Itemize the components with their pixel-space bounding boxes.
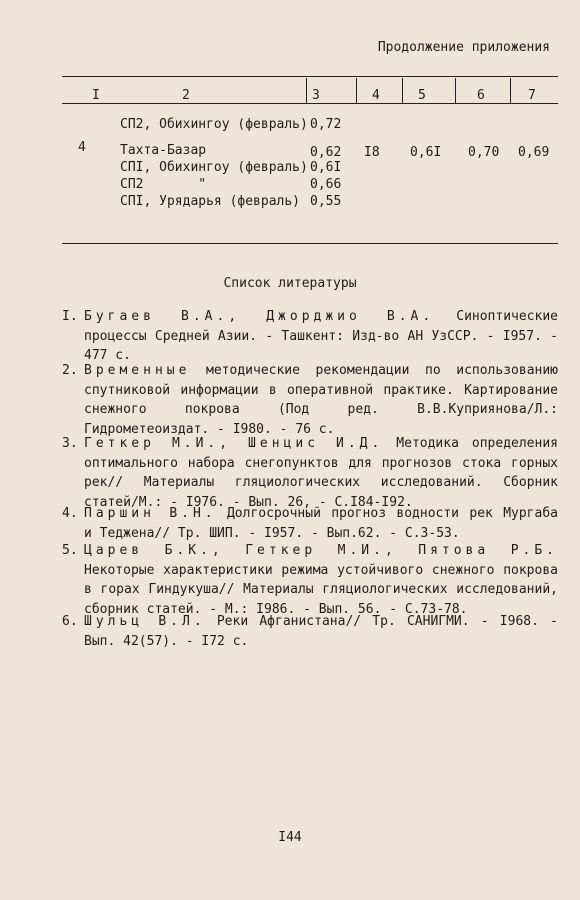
reference-authors: Геткер М.И., Шенцис И.Д. — [84, 436, 384, 451]
reference-item — [62, 434, 558, 512]
reference-number: I. — [62, 309, 78, 324]
reference-item — [62, 361, 558, 439]
table-top-rule — [62, 76, 558, 77]
reference-item — [62, 541, 558, 619]
row-number: 4 — [78, 140, 86, 155]
station-name: СП2 " — [120, 177, 207, 192]
column-header-6: 6 — [477, 88, 485, 103]
reference-authors: Паршин В.Н. — [84, 506, 217, 521]
reference-number: 5. — [62, 543, 78, 558]
reference-item — [62, 307, 558, 366]
reference-authors: Шульц В.Л. — [84, 614, 206, 629]
column-header-3: 3 — [312, 88, 320, 103]
reference-item — [62, 504, 558, 543]
reference-text: методические рекомендации по использованию спутниковой информации в оперативной практике. Картирование снежного покрова (Под ред. В.В.Куприянова/Л.: Гидрометеоиздат. - I980. - 76 с. — [84, 363, 558, 437]
cell-value: 0,72 — [310, 117, 342, 132]
column-header-7: 7 — [528, 88, 536, 103]
running-head: Продолжение приложения — [377, 40, 550, 55]
column-header-4: 4 — [372, 88, 380, 103]
cell-value: 0,55 — [310, 194, 342, 209]
table-header-rule — [62, 103, 558, 104]
reference-authors: Бугаев В.А., Джорджио В.А. — [84, 309, 435, 324]
cell-value: 0,69 — [518, 145, 550, 160]
cell-value: 0,62 — [310, 145, 342, 160]
reference-number: 2. — [62, 363, 78, 378]
reference-number: 3. — [62, 436, 78, 451]
station-name: Тахта-Базар — [120, 143, 207, 158]
station-name: СПI, Урядарья (февраль) — [120, 194, 301, 209]
station-name: СП2, Обихингоу (февраль) — [120, 117, 308, 132]
column-divider — [306, 78, 307, 104]
cell-value: I8 — [364, 145, 380, 160]
reference-number: 4. — [62, 506, 78, 521]
reference-authors: Царев Б.К., Геткер М.И., Пятова Р.Б. — [84, 543, 558, 558]
cell-value: 0,70 — [468, 145, 500, 160]
reference-item — [62, 612, 558, 651]
column-header-2: 2 — [182, 88, 190, 103]
station-name: СПI, Обихингоу (февраль) — [120, 160, 308, 175]
reference-text: Долгосрочный прогноз водности рек Мургаба и Теджена// Тр. ШИП. - I957. - Вып.62. - С.3-53. — [84, 506, 558, 541]
reference-text: Некоторые характеристики режима устойчивого снежного покрова в горах Гиндукуша// Материалы гляциологических исследований, сборник статей. - М.: I986. - Вып. 56. - С.73-78. — [84, 562, 558, 617]
column-divider — [356, 78, 357, 104]
column-divider — [455, 78, 456, 104]
reference-text: Реки Афганистана// Тр. САНИГМИ. - I968. - Вып. 42(57). - I72 с. — [84, 614, 558, 649]
column-divider — [402, 78, 403, 104]
page-number: I44 — [278, 830, 302, 845]
reference-authors: Временные — [84, 363, 191, 378]
reference-text: Методика определения оптимального набора снегопунктов для прогнозов стока горных рек// Материалы гляциологических исследований. Сборник статей/М.: - I976. - Вып. 26, - С.I84-I92. — [84, 436, 558, 510]
table-bottom-rule — [62, 243, 558, 244]
cell-value: 0,66 — [310, 177, 342, 192]
cell-value: 0,6I — [310, 160, 342, 175]
column-header-1: I — [92, 88, 100, 103]
column-header-5: 5 — [418, 88, 426, 103]
reference-text: Синоптические процессы Средней Азии. - Ташкент: Изд-во АН УзССР. - I957. - 477 с. — [84, 309, 558, 364]
column-divider — [510, 78, 511, 104]
reference-number: 6. — [62, 614, 78, 629]
cell-value: 0,6I — [410, 145, 442, 160]
references-title: Список литературы — [223, 276, 357, 291]
